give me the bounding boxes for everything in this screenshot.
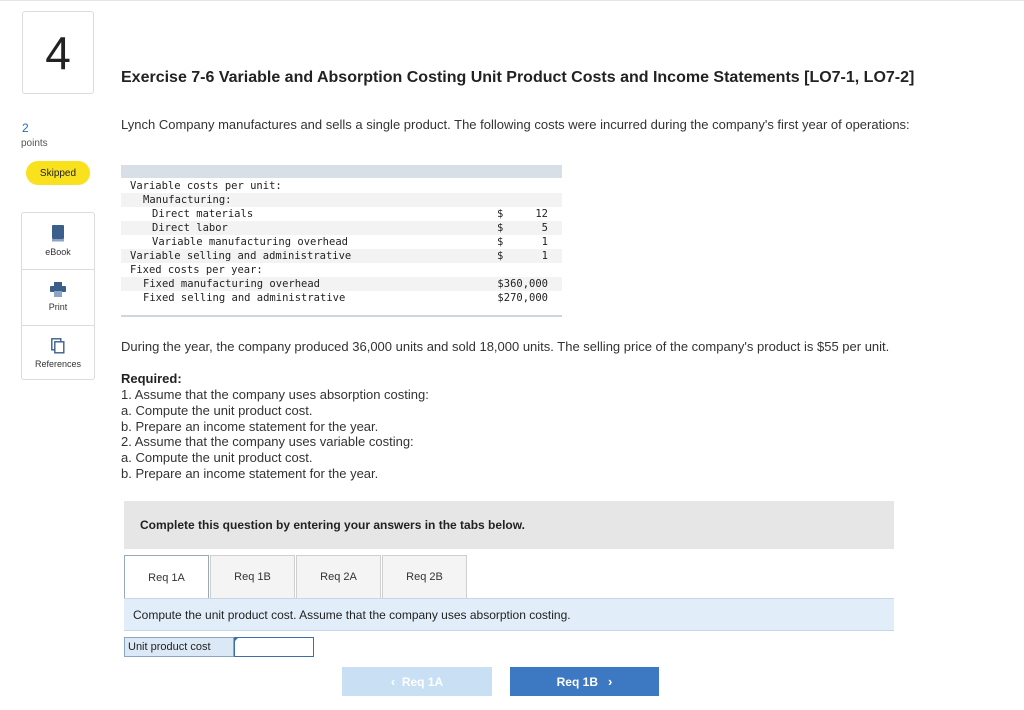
list-item: a. Compute the unit product cost. [121,450,313,466]
prev-req-label: Req 1A [401,674,444,689]
row-amount: 1 [541,236,548,248]
row-label: Fixed costs per year: [130,264,263,276]
printer-icon [50,282,66,297]
row-dollar: $ [497,222,504,234]
question-number: 4 [22,11,94,94]
table-row [121,207,562,221]
cost-table [121,165,562,317]
tools-panel [21,212,95,380]
row-amount: 5 [541,222,548,234]
intro-text: Lynch Company manufactures and sells a single product. The following costs were incurred during the company's first year of operations: [121,117,910,132]
table-row [121,179,562,193]
input-marker [234,637,239,642]
required-list [121,387,429,482]
references-label: References [34,359,82,369]
unit-product-cost-input[interactable] [234,637,314,657]
list-item: b. Prepare an income statement for the year. [121,418,379,434]
tab-req-1b[interactable]: Req 1B [210,555,295,598]
row-amount: 1 [541,250,548,262]
table-row [121,291,562,305]
production-text: During the year, the company produced 36,000 units and sold 18,000 units. The selling price of the company's product is $55 per unit. [121,339,890,354]
row-dollar: $ [497,250,504,262]
table-row [121,263,562,277]
tab-req-2b[interactable]: Req 2B [382,555,467,598]
exercise-title: Exercise 7-6 Variable and Absorption Costing Unit Product Costs and Income Statements [LO7-1, LO7-2] [121,69,915,86]
print-button[interactable] [22,269,94,325]
row-label: Fixed selling and administrative [143,292,346,304]
status-badge: Skipped [26,161,90,185]
table-row [121,193,562,207]
list-item: b. Prepare an income statement for the year. [121,465,379,481]
row-label: Direct labor [152,222,228,234]
list-item: a. Compute the unit product cost. [121,402,313,418]
points-value: 2 [22,121,29,135]
book-icon [51,225,65,242]
unit-product-cost-label: Unit product cost [124,637,234,657]
chevron-left-icon: ‹ [390,674,396,689]
next-req-button[interactable] [510,667,659,696]
print-label: Print [48,302,68,312]
row-amount: $270,000 [497,292,548,304]
table-row [121,277,562,291]
prev-req-button[interactable] [342,667,492,696]
top-divider [0,0,1024,1]
tab-instruction: Compute the unit product cost. Assume that the company uses absorption costing. [124,598,894,631]
table-row [121,221,562,235]
list-item: 2. Assume that the company uses variable costing: [121,434,414,450]
tab-req-2a[interactable]: Req 2A [296,555,381,598]
references-icon [51,338,65,354]
row-amount: $360,000 [497,278,548,290]
row-label: Variable manufacturing overhead [152,236,348,248]
references-button[interactable] [22,325,94,381]
chevron-right-icon: › [608,674,613,689]
row-label: Manufacturing: [143,194,232,206]
list-item: 1. Assume that the company uses absorption costing: [121,387,429,402]
ebook-button[interactable] [22,213,94,268]
ebook-label: eBook [45,247,71,257]
next-req-label: Req 1B [556,674,598,689]
required-heading: Required: [121,371,182,386]
row-label: Variable costs per unit: [130,180,282,192]
tab-req-1a[interactable]: Req 1A [124,555,209,599]
row-dollar: $ [497,236,504,248]
complete-prompt: Complete this question by entering your answers in the tabs below. [124,501,894,549]
row-label: Fixed manufacturing overhead [143,278,321,290]
table-row [121,249,562,263]
row-label: Variable selling and administrative [130,250,352,262]
table-row [121,235,562,249]
row-label: Direct materials [152,208,254,220]
points-label: points [21,138,48,149]
row-dollar: $ [497,208,504,220]
row-amount: 12 [535,208,548,220]
